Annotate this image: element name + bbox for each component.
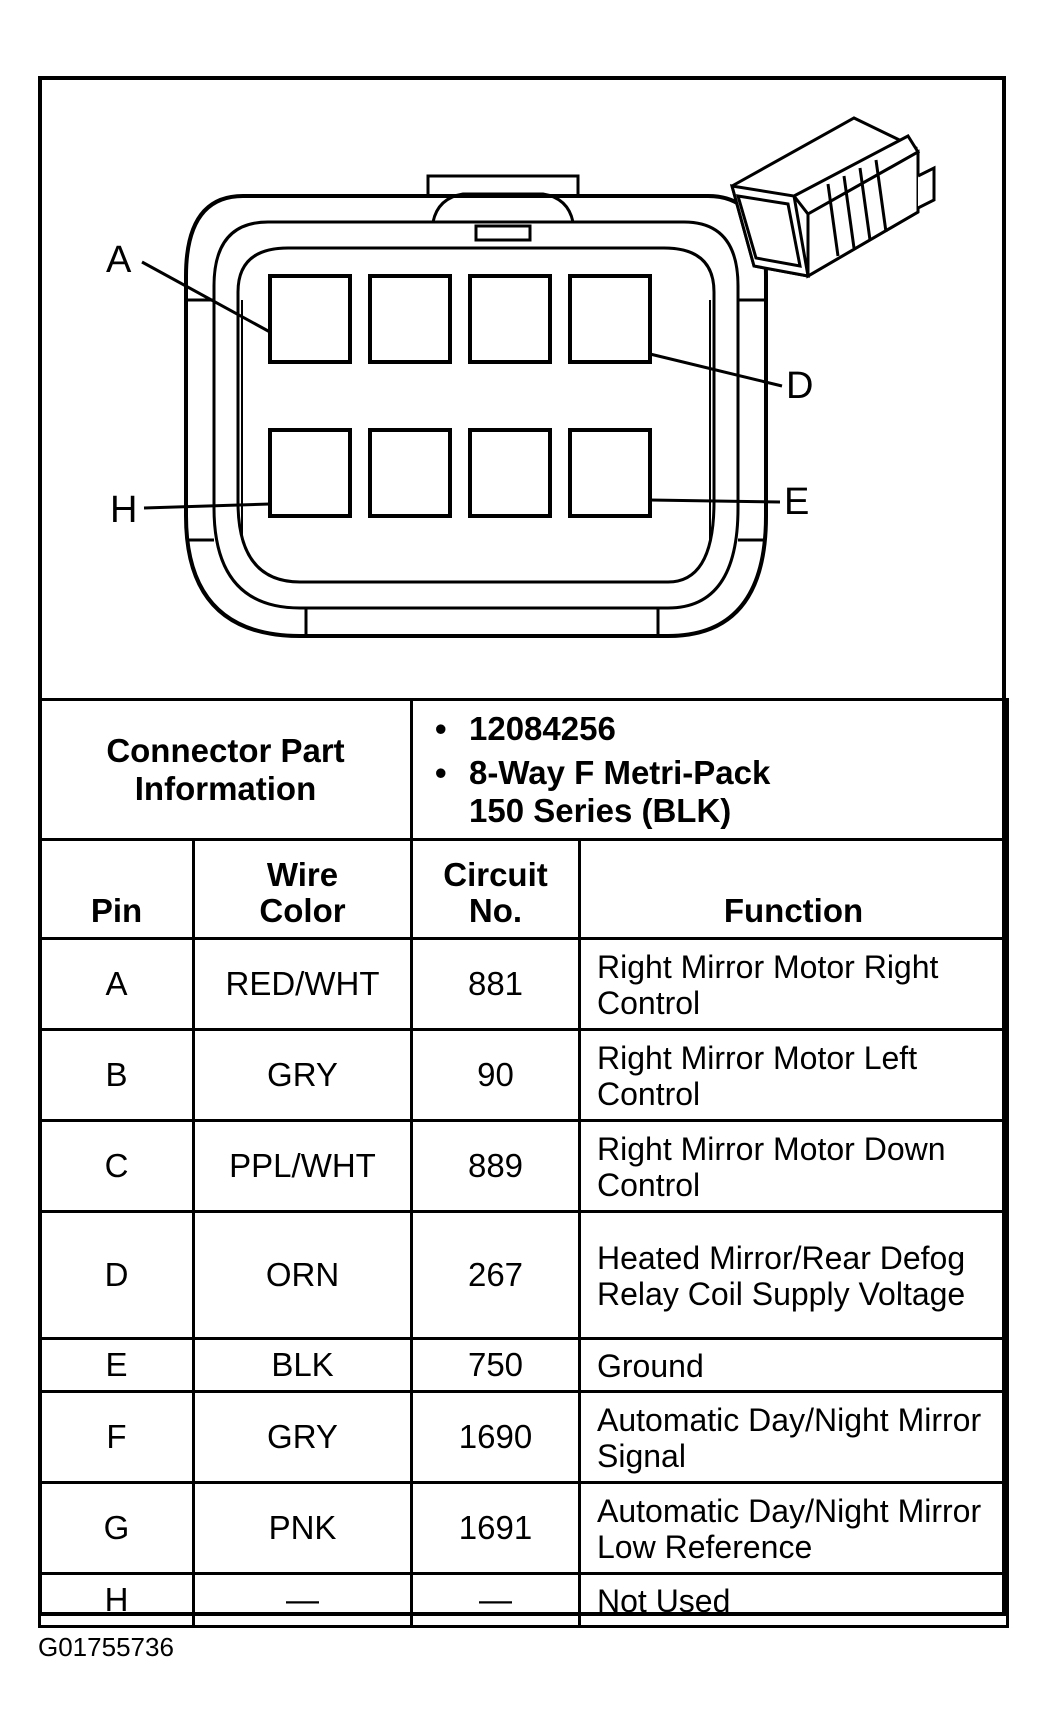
pin-label-a: A xyxy=(106,239,132,281)
table-row xyxy=(40,1030,1008,1121)
figure-id: G01755736 xyxy=(38,1632,174,1662)
function-cell: Right Mirror Motor Left Control xyxy=(580,1030,1008,1121)
pin-label-e: E xyxy=(784,481,810,523)
wire-color-cell: PNK xyxy=(194,1483,412,1574)
cavity-f xyxy=(470,430,550,516)
table-row xyxy=(40,1212,1008,1339)
header-circuit: Circuit No. xyxy=(412,840,580,939)
table-row xyxy=(40,1121,1008,1212)
circuit-cell: 1691 xyxy=(412,1483,580,1574)
pin-label-h: H xyxy=(110,489,138,531)
connector-series: 150 Series (BLK) xyxy=(469,791,732,829)
header-wire-color: Wire Color xyxy=(194,840,412,939)
wire-color-cell: — xyxy=(194,1574,412,1627)
header-pin: Pin xyxy=(40,840,194,939)
connector-info-values xyxy=(412,700,1008,840)
pin-cell: F xyxy=(40,1392,194,1483)
pin-cell: E xyxy=(40,1339,194,1392)
table-header-row xyxy=(40,840,1008,939)
function-cell: Not Used xyxy=(580,1574,1008,1627)
circuit-cell: 750 xyxy=(412,1339,580,1392)
connector-type: • 8-Way F Metri-Pack xyxy=(469,754,1006,792)
pin-cell: B xyxy=(40,1030,194,1121)
function-cell: Ground xyxy=(580,1339,1008,1392)
circuit-cell: 889 xyxy=(412,1121,580,1212)
cavity-g xyxy=(370,430,450,516)
connector-illustration xyxy=(732,118,934,276)
circuit-cell: 881 xyxy=(412,939,580,1030)
cavity-b xyxy=(370,276,450,362)
function-cell: Heated Mirror/Rear Defog Relay Coil Supply Voltage xyxy=(580,1212,1008,1339)
circuit-cell: 267 xyxy=(412,1212,580,1339)
function-cell: Right Mirror Motor Down Control xyxy=(580,1121,1008,1212)
wire-color-cell: BLK xyxy=(194,1339,412,1392)
table-row xyxy=(40,1392,1008,1483)
wire-color-cell: ORN xyxy=(194,1212,412,1339)
circuit-cell: 1690 xyxy=(412,1392,580,1483)
wire-color-cell: GRY xyxy=(194,1392,412,1483)
connector-face-diagram xyxy=(38,76,1006,700)
cavity-c xyxy=(470,276,550,362)
function-cell: Right Mirror Motor Right Control xyxy=(580,939,1008,1030)
wire-color-cell: GRY xyxy=(194,1030,412,1121)
wire-color-cell: PPL/WHT xyxy=(194,1121,412,1212)
header-function: Function xyxy=(580,840,1008,939)
wire-color-cell: RED/WHT xyxy=(194,939,412,1030)
pin-cell: A xyxy=(40,939,194,1030)
cavity-h xyxy=(270,430,350,516)
part-number: • 12084256 xyxy=(469,710,1006,748)
table-row xyxy=(40,1339,1008,1392)
circuit-cell: 90 xyxy=(412,1030,580,1121)
table-row xyxy=(40,1483,1008,1574)
pin-cell: D xyxy=(40,1212,194,1339)
cavity-e xyxy=(570,430,650,516)
connector-info-row xyxy=(40,700,1008,840)
connector-info-label: Connector Part Information xyxy=(40,700,412,840)
cavity-d xyxy=(570,276,650,362)
table-row xyxy=(40,939,1008,1030)
connector-housing-outer xyxy=(186,196,766,636)
function-cell: Automatic Day/Night Mirror Low Reference xyxy=(580,1483,1008,1574)
pin-label-d: D xyxy=(786,365,814,407)
pinout-table xyxy=(38,698,1009,1628)
pin-cell: G xyxy=(40,1483,194,1574)
function-cell: Automatic Day/Night Mirror Signal xyxy=(580,1392,1008,1483)
pin-cell: C xyxy=(40,1121,194,1212)
table-row xyxy=(40,1574,1008,1627)
cavity-a xyxy=(270,276,350,362)
pin-cell: H xyxy=(40,1574,194,1627)
circuit-cell: — xyxy=(412,1574,580,1627)
